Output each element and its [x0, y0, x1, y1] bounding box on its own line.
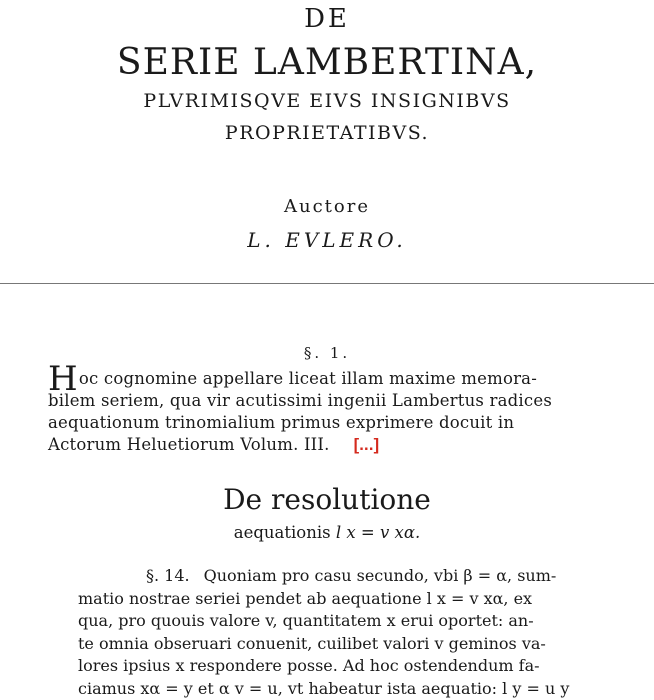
paragraph-line: lores ipsius x respondere posse. Ad hoc ostendendum fa- — [78, 656, 540, 675]
paragraph-line: bilem seriem, qua vir acutissimi ingenii Lambertus radices — [48, 391, 552, 410]
paragraph-line: aequationum trinomialium primus exprimere docuit in — [48, 413, 515, 432]
title-de: DE — [304, 4, 350, 34]
paragraph-line: matio nostrae seriei pendet ab aequatione l x = v xα, ex — [78, 588, 533, 608]
line-text: Actorum Heluetiorum Volum. III. — [48, 435, 330, 454]
equation-prefix: aequationis — [233, 523, 331, 542]
subtitle-line-1: PLVRIMISQVE EIVS INSIGNIBVS — [143, 90, 511, 112]
paragraph-line: te omnia obseruari conuenit, cuilibet valori v geminos va- — [78, 633, 546, 653]
omission-marker: [...] — [353, 436, 380, 454]
author-name: L. EVLERO. — [247, 228, 407, 252]
horizontal-rule — [0, 283, 654, 284]
subtitle-line-2: PROPRIETATIBVS. — [224, 122, 430, 144]
equation: l x = v xα. — [335, 523, 421, 542]
paragraph-line — [48, 434, 608, 456]
drop-cap: H — [48, 359, 78, 399]
line-text: Quoniam pro casu secundo, vbi β = α, sum- — [203, 566, 557, 585]
section-1-label: §. 1. — [303, 344, 351, 362]
paper-title: SERIE LAMBERTINA, — [116, 42, 538, 83]
section-14-paragraph — [78, 565, 618, 700]
section-1-paragraph — [48, 359, 608, 456]
section-heading: De resolutione — [223, 483, 431, 516]
paragraph-line: qua, pro quouis valore v, quantitatem x erui oportet: an- — [78, 611, 534, 630]
paragraph-line — [48, 359, 608, 399]
section-14-label: §. 14. — [146, 566, 190, 585]
equation-line — [0, 523, 654, 542]
line-text: oc cognomine appellare liceat illam maxime memora- — [78, 369, 537, 388]
paragraph-line — [78, 565, 618, 588]
paragraph-line: ciamus xα = y et α v = u, vt habeatur ista aequatio: l y = u y — [78, 678, 570, 698]
auctore-label: Auctore — [284, 196, 370, 217]
